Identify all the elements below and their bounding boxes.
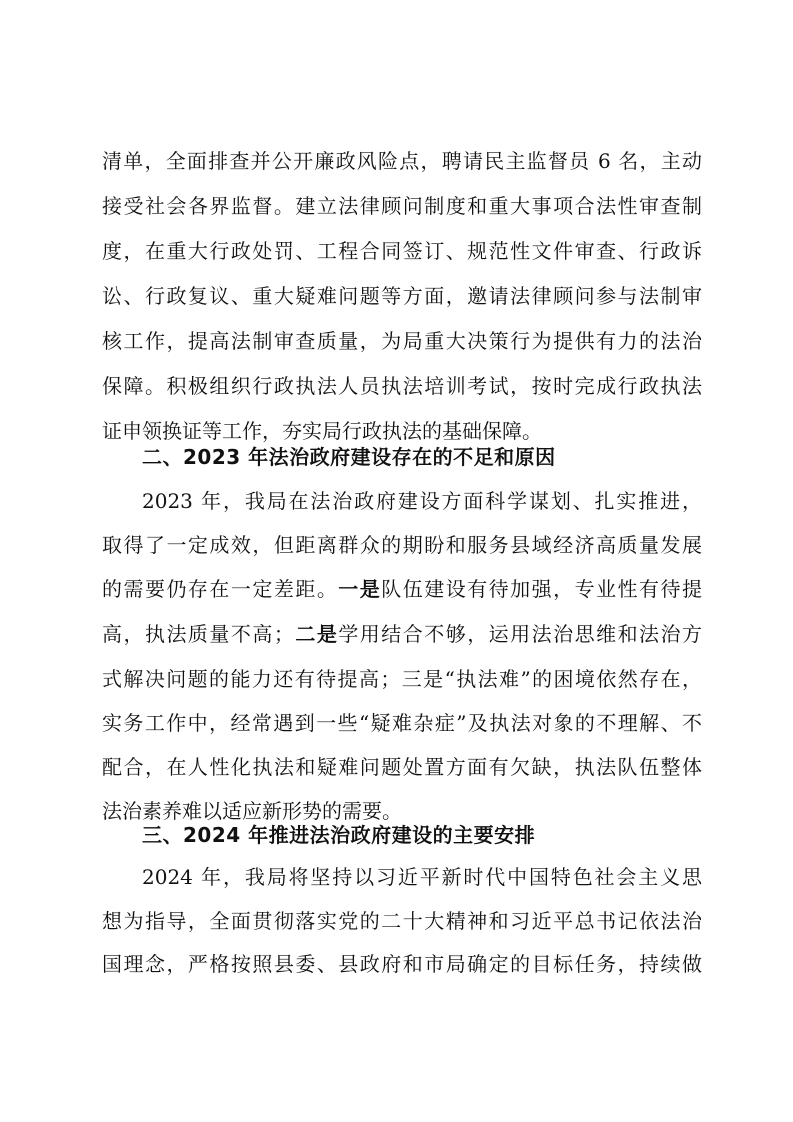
paragraph-line: 法治素养难以适应新形势的需要。 (102, 799, 402, 823)
text-run: 高，执法质量不高； (102, 622, 294, 646)
paragraph-line: 取得了一定成效，但距离群众的期盼和服务县域经济高质量发展 (102, 533, 702, 557)
paragraph-line: 度，在重大行政处罚、工程合同签订、规范性文件审查、行政诉 (102, 239, 702, 263)
paragraph-line: 保障。积极组织行政执法人员执法培训考试，按时完成行政执法 (102, 374, 702, 398)
paragraph-line: 实务工作中，经常遇到一些“疑难杂症”及执法对象的不理解、不 (102, 711, 702, 735)
paragraph-line: 证申领换证等工作，夯实局行政执法的基础保障。 (102, 419, 542, 443)
text-run: 的需要仍存在一定差距。 (102, 577, 339, 601)
text-run: 队伍建设有待加强，专业性有待提 (381, 577, 703, 601)
paragraph-line: 配合，在人性化执法和疑难问题处置方面有欠缺，执法队伍整体 (102, 755, 702, 779)
paragraph-line: 式解决问题的能力还有待提高；三是“执法难”的困境依然存在， (102, 667, 702, 691)
paragraph-line: 讼、行政复议、重大疑难问题等方面，邀请法律顾问参与法制审 (102, 284, 702, 308)
section-heading: 二、2023 年法治政府建设存在的不足和原因 (142, 445, 556, 469)
paragraph-line: 国理念，严格按照县委、县政府和市局确定的目标任务，持续做 (102, 952, 702, 976)
emphasis-text: 二是 (293, 622, 339, 646)
paragraph-line (102, 569, 702, 609)
section-heading: 三、2024 年推进法治政府建设的主要安排 (142, 823, 536, 847)
paragraph-line: 2024 年，我局将坚持以习近平新时代中国特色社会主义思 (142, 865, 702, 889)
emphasis-text: 一是 (338, 577, 382, 601)
paragraph-line: 接受社会各界监督。建立法律顾问制度和重大事项合法性审查制 (102, 194, 702, 218)
paragraph-line: 清单，全面排查并公开廉政风险点，聘请民主监督员 6 名，主动 (102, 149, 702, 173)
text-run: 学用结合不够，运用法治思维和法治方 (338, 622, 703, 646)
paragraph-line (102, 614, 702, 654)
paragraph-line: 核工作，提高法制审查质量，为局重大决策行为提供有力的法治 (102, 329, 702, 353)
paragraph-line: 2023 年，我局在法治政府建设方面科学谋划、扎实推进， (142, 489, 702, 513)
paragraph-line: 想为指导，全面贯彻落实党的二十大精神和习近平总书记依法治 (102, 909, 702, 933)
